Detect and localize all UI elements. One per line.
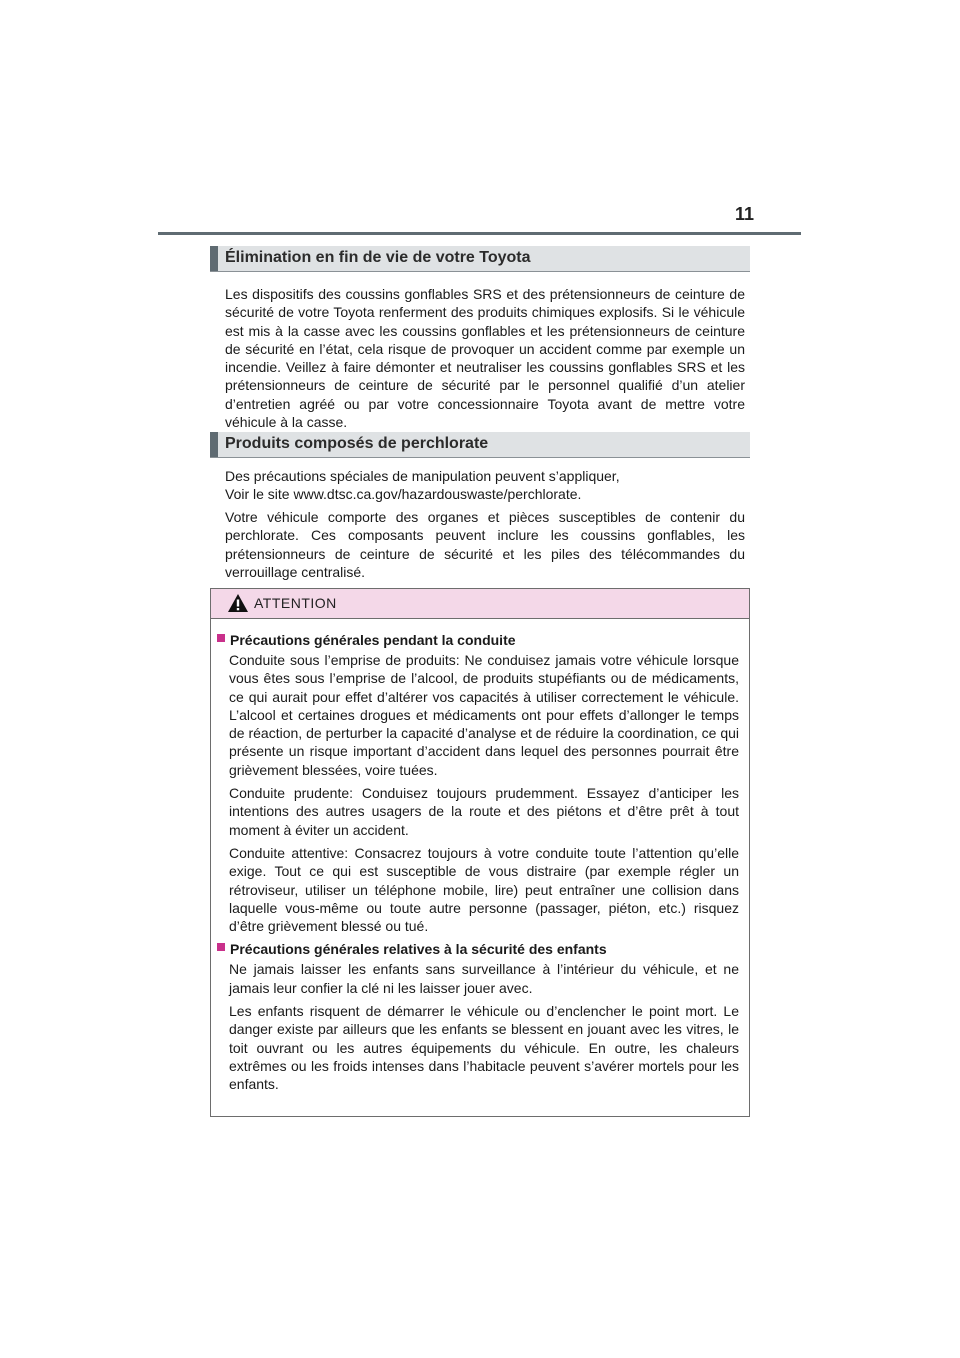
warning-item-title: Précautions générales pendant la conduite xyxy=(217,631,739,649)
section-heading-disposal xyxy=(210,246,750,272)
warning-paragraph: Ne jamais laisser les enfants sans surveillance à l’intérieur du véhicule, et ne jamais leur confier la clé ni les laisser jouer avec. xyxy=(229,961,739,996)
section-title-disposal: Élimination en fin de vie de votre Toyota xyxy=(225,249,531,266)
bullet-square-icon xyxy=(217,943,225,951)
perchlorate-line-1: Des précautions spéciales de manipulation peuvent s’appliquer, xyxy=(225,468,620,484)
disposal-paragraph: Les dispositifs des coussins gonflables SRS et des prétensionneurs de ceinture de sécurité de votre Toyota renferment des produits chimiques explosifs. Si le véhicule est mis à la casse avec les coussins gonflables et les prétensionneurs de ceinture de sécurité en l’état, cela risque de provoquer un accident comme par exemple un incendie. Veillez à faire démonter et neutraliser les coussins gonflables SRS et les prétensionneurs de ceinture de sécurité par le personnel qualifié d’un atelier d’entretien agréé ou par votre concessionnaire Toyota avant de mettre votre véhicule à la casse. xyxy=(225,286,745,431)
warning-header xyxy=(211,589,749,619)
section-heading-bar xyxy=(210,432,218,457)
page-number: 11 xyxy=(735,204,755,224)
header-rule xyxy=(158,232,801,235)
perchlorate-paragraph: Votre véhicule comporte des organes et pièces susceptibles de contenir du perchlorate. Ces composants peuvent inclure les coussins gonflables, les prétensionneurs de ceinture de sécurité et les piles des télécommandes du verrouillage centralisé. xyxy=(225,509,745,580)
warning-label: ATTENTION xyxy=(254,595,337,611)
warning-box xyxy=(210,588,750,1117)
section-heading-bar xyxy=(210,246,218,271)
perchlorate-line-2: Voir le site www.dtsc.ca.gov/hazardouswaste/perchlorate. xyxy=(225,486,582,502)
warning-triangle-icon xyxy=(227,593,249,613)
warning-body xyxy=(211,619,749,1094)
warning-item-title: Précautions générales relatives à la sécurité des enfants xyxy=(217,940,739,958)
warning-paragraph: Conduite attentive: Consacrez toujours à votre conduite toute l’attention qu’elle exige. Tout ce qui est susceptible de vous distraire (par exemple régler un rétroviseur, utiliser un téléphone mobile, lire) peut entraîner une collision dans laquelle vous-même ou toute autre personne (passager, piéton, etc.) risquez d’être grièvement blessé ou tué. xyxy=(229,844,739,935)
warning-paragraph: Conduite sous l’emprise de produits: Ne conduisez jamais votre véhicule lorsque vous êtes sous l’emprise de l’alcool, de produits stupéfiants ou de médicaments, ce qui aurait pour effet d’altérer vos capacités à utiliser correctement le véhicule. L’alcool et certaines drogues et médicaments ont pour effets d’allonger le temps de réaction, de perturber la capacité d’analyse et de réduire la coordination, ce qui présente un risque important d’accident dans lequel des personnes pourrait être grièvement blessées, voire tuées. xyxy=(229,652,739,778)
warning-paragraph: Conduite prudente: Conduisez toujours prudemment. Essayez d’anticiper les intentions des autres usagers de la route et des piétons et d’être prêt à tout moment à éviter un accident. xyxy=(229,785,739,838)
warning-paragraph: Les enfants risquent de démarrer le véhicule ou d’enclencher le point mort. Le danger existe par ailleurs que les enfants se blessent en jouant avec les vitres, le toit ouvrant ou les autres équipements du véhicule. En outre, les chaleurs extrêmes ou les froids intenses dans l’habitacle peuvent s’avérer mortels pour les enfants. xyxy=(229,1003,739,1093)
section-heading-perchlorate xyxy=(210,432,750,458)
bullet-square-icon xyxy=(217,634,225,642)
section-title-perchlorate: Produits composés de perchlorate xyxy=(225,435,489,452)
